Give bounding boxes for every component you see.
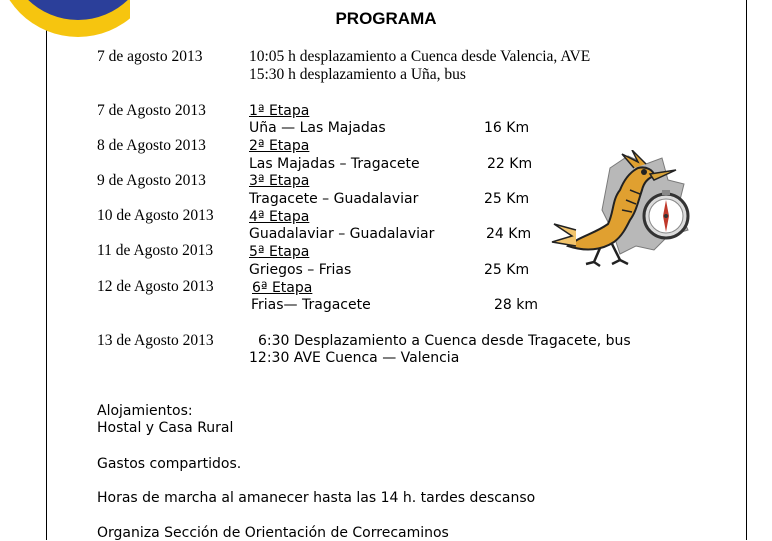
roadrunner-compass-icon [550,150,696,268]
stage-label: 4ª Etapa [249,209,310,225]
stage-distance: 28 km [494,297,539,313]
stage-label: 3ª Etapa [249,173,310,189]
hours-note: Horas de marcha al amanecer hasta las 14 h. tardes descanso [97,490,536,506]
stage-label: 5ª Etapa [249,244,310,260]
organizer-note: Organiza Sección de Orientación de Correcaminos [97,525,449,541]
page-title: PROGRAMA [335,9,437,28]
stage-date: 8 de Agosto 2013 [97,137,206,154]
stage-label: 2ª Etapa [249,138,310,154]
stage-distance: 16 Km [484,120,530,136]
stage-route: Guadalaviar – Guadalaviar [249,226,435,242]
stage-label: 1ª Etapa [249,103,310,119]
stage-date: 11 de Agosto 2013 [97,242,214,259]
page-border-left [46,0,47,540]
intro-date: 7 de agosto 2013 [97,48,203,65]
stage-date: 9 de Agosto 2013 [97,172,206,189]
intro-line-1: 10:05 h desplazamiento a Cuenca desde Valencia, AVE [249,48,591,65]
page-border-right [746,0,747,540]
stage-date: 10 de Agosto 2013 [97,207,214,224]
stage-distance: 25 Km [484,262,530,278]
stage-distance: 25 Km [484,191,530,207]
stage-route: Las Majadas – Tragacete [249,156,420,172]
stage-route: Griegos – Frias [249,262,352,278]
lodging-label: Alojamientos: [97,403,193,419]
stage-date: 12 de Agosto 2013 [97,278,214,295]
lodging-value: Hostal y Casa Rural [97,420,234,436]
return-line-1: 6:30 Desplazamiento a Cuenca desde Tragacete, bus [258,333,631,349]
costs-note: Gastos compartidos. [97,456,242,472]
return-line-2: 12:30 AVE Cuenca — Valencia [249,350,460,366]
stage-distance: 24 Km [486,226,532,242]
stage-label: 6ª Etapa [252,280,313,296]
stage-date: 7 de Agosto 2013 [97,102,206,119]
stage-route: Tragacete – Guadalaviar [249,191,419,207]
intro-line-2: 15:30 h desplazamiento a Uña, bus [249,66,466,83]
stage-route: Frias— Tragacete [251,297,371,313]
stage-distance: 22 Km [487,156,533,172]
return-date: 13 de Agosto 2013 [97,332,214,349]
stage-route: Uña — Las Majadas [249,120,386,136]
